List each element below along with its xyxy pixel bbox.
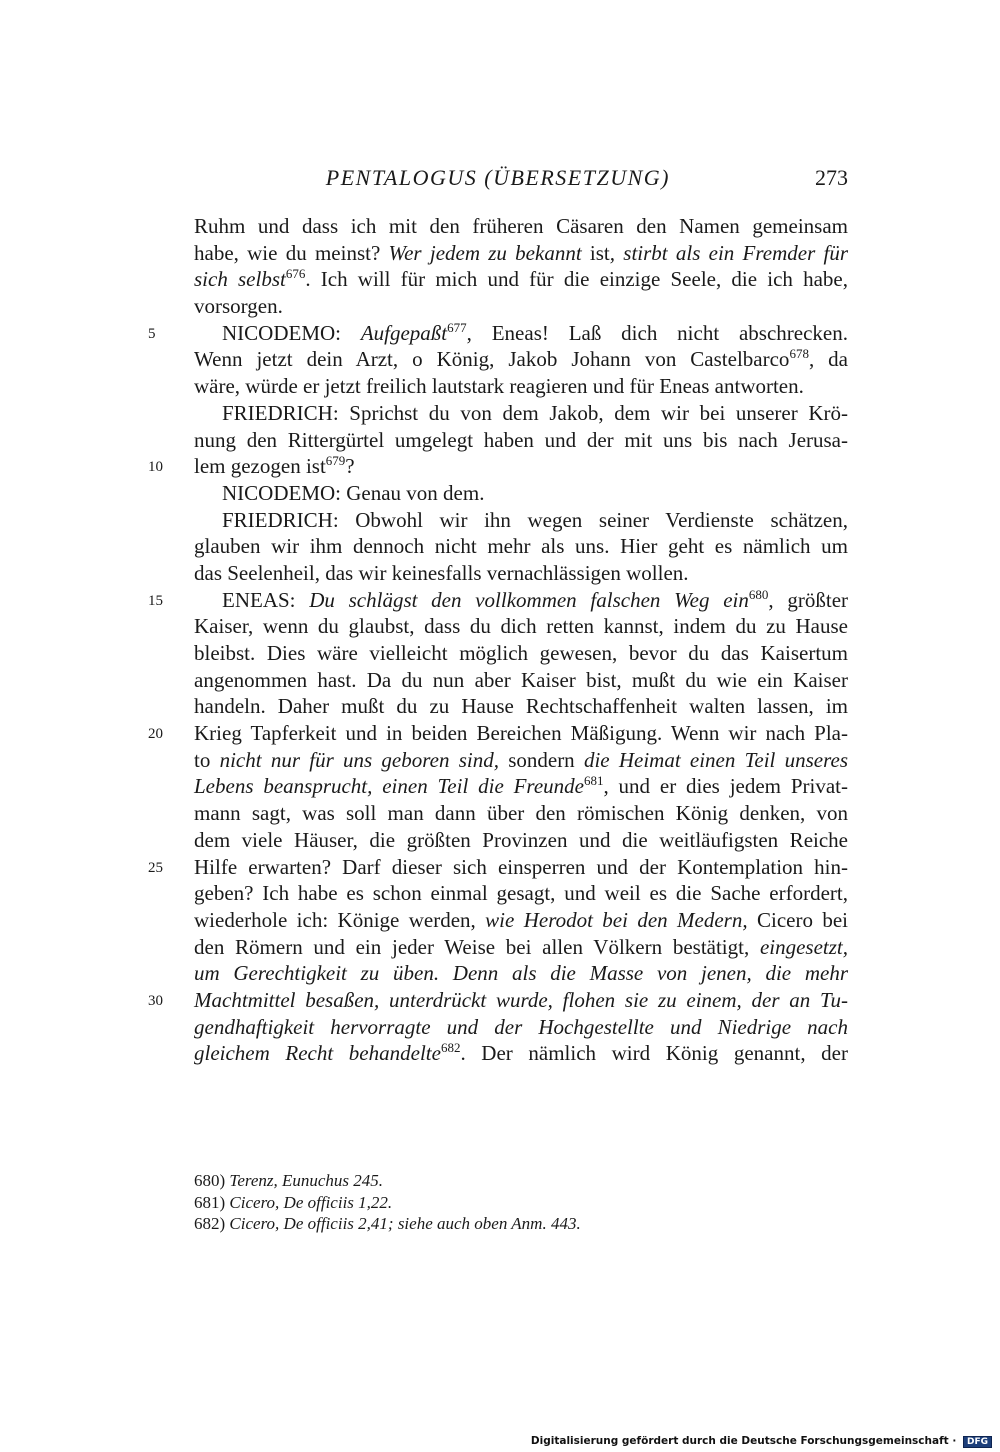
text-span: ENEAS:: [222, 587, 310, 612]
footnote-text: Terenz, Eunuchus 245.: [229, 1171, 384, 1190]
text-line: [194, 827, 848, 854]
footnote-ref: 681: [583, 773, 604, 789]
italic-text: die Heimat einen Teil unseres: [583, 747, 848, 772]
text-span: FRIEDRICH: Sprichst du von dem Jakob, dem wir bei unserer Krö-: [222, 400, 848, 425]
italic-text: Lebens beansprucht, einen Teil die Freunde: [194, 774, 584, 799]
text-line: [194, 560, 848, 587]
footnote-number: 682): [194, 1214, 226, 1234]
footnote-text: Cicero, De officiis 1,22.: [229, 1192, 393, 1212]
text-span: den Römern und ein jeder Weise bei allen Völkern bestätigt,: [194, 934, 760, 959]
text-span: bleibst. Dies wäre vielleicht möglich gewesen, bevor du das Kaisertum: [194, 641, 848, 665]
text-span: mann sagt, was soll man dann über den römischen König denken, von: [194, 801, 848, 826]
text-span: Kaiser, wenn du glaubst, dass du dich retten kannst, indem du zu Hause: [194, 614, 848, 639]
text-line: [194, 373, 848, 400]
footnote: [194, 1170, 848, 1192]
text-span: , Eneas! Laß dich nicht abschrecken.: [466, 320, 848, 345]
text-span: . Ich will für mich und für die einzige Seele, die ich habe,: [305, 267, 848, 292]
italic-text: nicht nur für uns geboren sind,: [219, 747, 499, 772]
text-span: geben? Ich habe es schon einmal gesagt, und weil es die Sache erfordert,: [194, 881, 848, 906]
line-number: 25: [148, 859, 163, 876]
italic-text: um Gerechtigkeit zu üben. Denn als die Masse von jenen, die mehr: [194, 961, 848, 986]
text-span: to: [194, 747, 220, 772]
footnote: [194, 1192, 848, 1214]
text-span: NICODEMO: Genau von dem.: [222, 480, 485, 505]
italic-text: wie Herodot bei den Medern,: [485, 907, 748, 932]
text-span: , und er dies jedem Privat-: [603, 774, 848, 799]
text-line: [194, 1040, 848, 1067]
text-span: , größter: [768, 587, 849, 612]
footnote-ref: 676: [285, 266, 306, 282]
text-span: glauben wir ihm dennoch nicht mehr als uns. Hier geht es nämlich um: [194, 534, 848, 559]
line-number: 5: [148, 325, 156, 342]
italic-text: Machtmittel besaßen, unterdrückt wurde, flohen sie zu einem, der an Tu-: [194, 987, 848, 1012]
text-span: wäre, würde er jetzt freilich lautstark reagieren und für Eneas antworten.: [194, 374, 804, 399]
italic-text: sich selbst: [194, 267, 286, 292]
text-span: dem viele Häuser, die größten Provinzen und die weitläufigsten Reiche: [194, 827, 848, 852]
text-line: [194, 1014, 848, 1041]
text-line: [194, 693, 848, 720]
text-line: [194, 773, 848, 800]
text-span: das Seelenheil, das wir keinesfalls vernachlässigen wollen.: [194, 560, 689, 585]
text-line: [194, 907, 848, 934]
text-line: [194, 960, 848, 987]
text-line: [194, 747, 848, 774]
footnote-number: 681): [194, 1192, 226, 1212]
text-span: . Der nämlich wird König genannt, der: [460, 1041, 848, 1066]
text-span: Hilfe erwarten? Darf dieser sich einsperren und der Kontemplation hin-: [194, 854, 848, 879]
footnote-ref: 679: [325, 453, 346, 469]
dfg-banner-text: Digitalisierung gefördert durch die Deutsche Forschungsgemeinschaft ·: [530, 1435, 957, 1447]
text-span: FRIEDRICH: Obwohl wir ihn wegen seiner Verdienste schätzen,: [222, 507, 848, 532]
text-line: [194, 667, 848, 694]
body-text: [0, 213, 1000, 1067]
dfg-banner: [531, 1435, 992, 1448]
text-span: handeln. Daher mußt du zu Hause Rechtschaffenheit walten lassen, im: [194, 694, 848, 719]
text-line: [148, 586, 849, 614]
running-header: [194, 163, 848, 197]
text-line: [194, 507, 848, 534]
text-line: [148, 319, 848, 347]
text-line: [194, 880, 848, 907]
text-span: Cicero bei: [747, 907, 848, 932]
footnote: [194, 1213, 848, 1235]
line-number: 30: [148, 992, 163, 1009]
text-span: ist: [581, 240, 610, 265]
text-line: [148, 453, 848, 480]
line-number: 15: [148, 592, 163, 609]
footnote-text: Cicero, De officiis 2,41; siehe auch oben Anm. 443.: [229, 1214, 581, 1234]
text-span: vorsorgen.: [194, 294, 283, 319]
text-span: Ruhm und dass ich mit den früheren Cäsaren den Namen gemeinsam: [194, 214, 848, 238]
line-number: 20: [148, 726, 163, 743]
footnote-ref: 678: [789, 346, 809, 362]
text-line: [194, 427, 848, 454]
text-line: [194, 613, 848, 640]
running-title: PENTALOGUS (ÜBERSETZUNG): [325, 165, 670, 190]
text-span: ?: [345, 454, 355, 479]
italic-text: Du schlägst den vollkommen falschen Weg ein: [309, 587, 749, 612]
text-line: [148, 854, 848, 881]
text-line: [148, 720, 848, 747]
text-line: [194, 800, 848, 827]
dfg-logo: DFG: [963, 1436, 992, 1448]
text-span: habe, wie du meinst?: [194, 240, 389, 265]
footnote-ref: 680: [748, 586, 769, 602]
italic-text: Wer jedem zu bekannt: [388, 240, 582, 265]
text-line: [194, 934, 848, 961]
text-line: [194, 293, 848, 320]
italic-text: eingesetzt,: [759, 934, 848, 959]
text-line: [194, 266, 848, 293]
text-line: [194, 346, 848, 373]
italic-text: gendhaftigkeit hervorragte und der Hochgestellte und Niedrige nach: [194, 1014, 848, 1039]
text-span: , da: [808, 347, 848, 372]
text-span: Wenn jetzt dein Arzt, o König, Jakob Johann von Castelbarco: [194, 347, 790, 372]
footnote-ref: 682: [440, 1040, 461, 1056]
text-line: [194, 640, 848, 667]
text-span: nung den Rittergürtel umgelegt haben und der mit uns bis nach Jerusa-: [194, 427, 848, 452]
page-number: 273: [815, 165, 848, 190]
text-span: sondern: [498, 747, 584, 772]
text-span: angenommen hast. Da du nun aber Kaiser bist, mußt du wie ein Kaiser: [194, 667, 848, 692]
italic-text: , stirbt als ein Fremder für: [609, 240, 849, 265]
italic-text: gleichem Recht behandelte: [194, 1041, 441, 1066]
italic-text: Aufgepaßt: [360, 320, 448, 345]
footnotes: [194, 1170, 848, 1235]
text-line: [194, 533, 848, 560]
footnote-ref: 677: [447, 319, 467, 335]
text-span: wiederhole ich: Könige werden,: [194, 907, 486, 932]
text-span: NICODEMO:: [222, 320, 361, 345]
text-line: [194, 213, 848, 240]
text-line: [194, 480, 848, 507]
text-span: Krieg Tapferkeit und in beiden Bereichen Mäßigung. Wenn wir nach Pla-: [194, 721, 848, 746]
text-line: [148, 987, 848, 1014]
text-line: [194, 400, 848, 427]
footnote-number: 680): [194, 1171, 226, 1190]
text-line: [194, 240, 848, 267]
text-span: lem gezogen ist: [194, 454, 326, 479]
line-number: 10: [148, 459, 163, 476]
